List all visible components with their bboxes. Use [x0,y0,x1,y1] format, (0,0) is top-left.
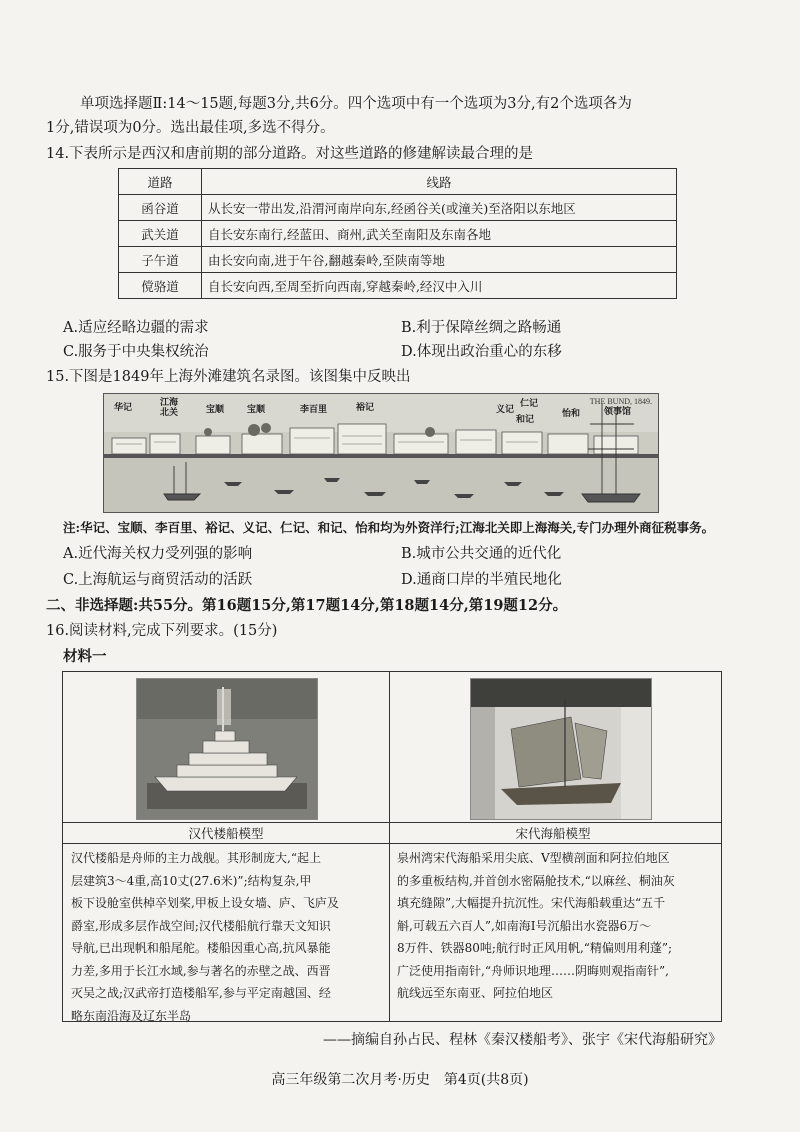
bund-label: 江海北关 [160,398,179,418]
bund-label: 领事馆 [604,407,632,417]
han-text-line: 导航,已出现帆和船尾舵。楼船因重心高,抗风暴能 [71,941,331,955]
q15-option-c[interactable]: C.上海航运与商贸活动的活跃 [63,572,253,588]
han-ship-text [71,847,383,1027]
table-row [119,273,677,299]
road-route: 自长安向西,至周至折向西南,穿越秦岭,经汉中入川 [202,273,677,299]
bund-label: 李百里 [300,405,328,415]
bund-1849-figure [103,393,659,513]
q14-option-d[interactable]: D.体现出政治重心的东移 [401,344,562,360]
bund-label: 宝顺 [206,405,225,415]
song-text-line: 广泛使用指南针,“舟师识地理……阴晦则观指南针”, [397,963,669,978]
bund-label: 和记 [516,415,535,425]
han-tower-ship-photo [136,678,318,820]
han-text-line: 层建筑3～4重,高10丈(27.6米)”;结构复杂,甲 [71,873,312,888]
q14-option-b[interactable]: B.利于保障丝绸之路畅通 [401,320,562,336]
han-text-line: 力差,多用于长江水域,参与著名的赤壁之战、西晋 [71,963,331,978]
q15-option-d[interactable]: D.通商口岸的半殖民地化 [401,572,562,588]
q16-source: ——摘编自孙占民、程林《秦汉楼船考》、张宇《宋代海船研究》 [323,1032,722,1048]
page-footer: 高三年级第二次月考·历史 第4页(共8页) [271,1072,529,1088]
song-text-line: 填充缝隙”,大幅提升抗沉性。宋代海船载重达“五千 [397,896,666,910]
table-header-route: 线路 [202,169,677,195]
han-text-line: 灭吴之战;汉武帝打造楼船军,参与平定南越国、经 [71,986,331,1000]
q15-option-b[interactable]: B.城市公共交通的近代化 [401,546,562,562]
q14-stem: 14.下表所示是西汉和唐前期的部分道路。对这些道路的修建解读最合理的是 [46,146,534,162]
bund-label: 仁记 [520,399,539,409]
table-header-row [119,169,677,195]
section-intro-line1: 单项选择题Ⅱ:14～15题,每题3分,共6分。四个选项中有一个选项为3分,有2个选项各为 [80,96,632,112]
q15-note: 注:华记、宝顺、李百里、裕记、义记、仁记、和记、怡和均为外资洋行;江海北关即上海海关,专门办理外商征税事务。 [63,520,715,535]
han-text-line: 板下设舱室供棹卒划桨,甲板上设女墙、庐、飞庐及 [71,896,339,910]
road-name: 函谷道 [119,195,202,221]
table-row [119,247,677,273]
bund-label: 义记 [496,405,515,415]
q15-stem: 15.下图是1849年上海外滩建筑名录图。该图集中反映出 [46,369,411,385]
table-header-road: 道路 [119,169,202,195]
han-text-line: 爵室,形成多层作战空间;汉代楼船航行靠天文知识 [71,918,331,933]
song-text-line: 8万件、铁器80吨;航行时正风用帆,“精偏则用利蓬”; [397,941,673,955]
han-text-line: 汉代楼船是舟师的主力战舰。其形制庞大,“起上 [71,851,321,865]
bund-label: 宝顺 [247,405,266,415]
song-ship-text [397,847,709,1005]
road-route: 由长安向南,进于午谷,翻越秦岭,至陕南等地 [202,247,677,273]
bund-figure-title: THE BUND, 1849. [589,397,652,406]
road-name: 傥骆道 [119,273,202,299]
han-text-line: 略东南沿海及辽东半岛 [71,1008,192,1023]
q16-stem: 16.阅读材料,完成下列要求。(15分) [46,623,278,639]
song-ship-caption: 宋代海船模型 [515,826,591,841]
song-text-line: 航线远至东南亚、阿拉伯地区 [397,986,554,1000]
q15-option-a[interactable]: A.近代海关权力受列强的影响 [63,546,253,562]
road-route: 从长安一带出发,沿渭河南岸向东,经函谷关(或潼关)至洛阳以东地区 [202,195,677,221]
table-row [119,221,677,247]
road-route: 自长安东南行,经蓝田、商州,武关至南阳及东南各地 [202,221,677,247]
material-label: 材料一 [63,648,107,665]
road-name: 子午道 [119,247,202,273]
road-name: 武关道 [119,221,202,247]
table-row [119,195,677,221]
part2-heading: 二、非选择题:共55分。第16题15分,第17题14分,第18题14分,第19题12分。 [46,597,568,614]
q14-option-a[interactable]: A.适应经略边疆的需求 [63,320,209,336]
section-intro-line2: 1分,错误项为0分。选出最佳项,多选不得分。 [46,120,335,136]
q14-option-c[interactable]: C.服务于中央集权统治 [63,344,209,360]
bund-label: 怡和 [562,409,581,419]
song-sea-ship-photo [470,678,652,820]
roads-table [118,168,677,299]
song-text-line: 泉州湾宋代海船采用尖底、V型横剖面和阿拉伯地区 [397,851,670,865]
material-table [62,671,722,1022]
bund-label: 华记 [114,403,133,413]
han-ship-caption: 汉代楼船模型 [188,826,264,841]
song-text-line: 斛,可载五六百人”,如南海Ⅰ号沉船出水瓷器6万～ [397,918,652,933]
bund-label: 裕记 [356,403,375,413]
song-text-line: 的多重板结构,并首创水密隔舱技术,“以麻丝、桐油灰 [397,873,675,888]
